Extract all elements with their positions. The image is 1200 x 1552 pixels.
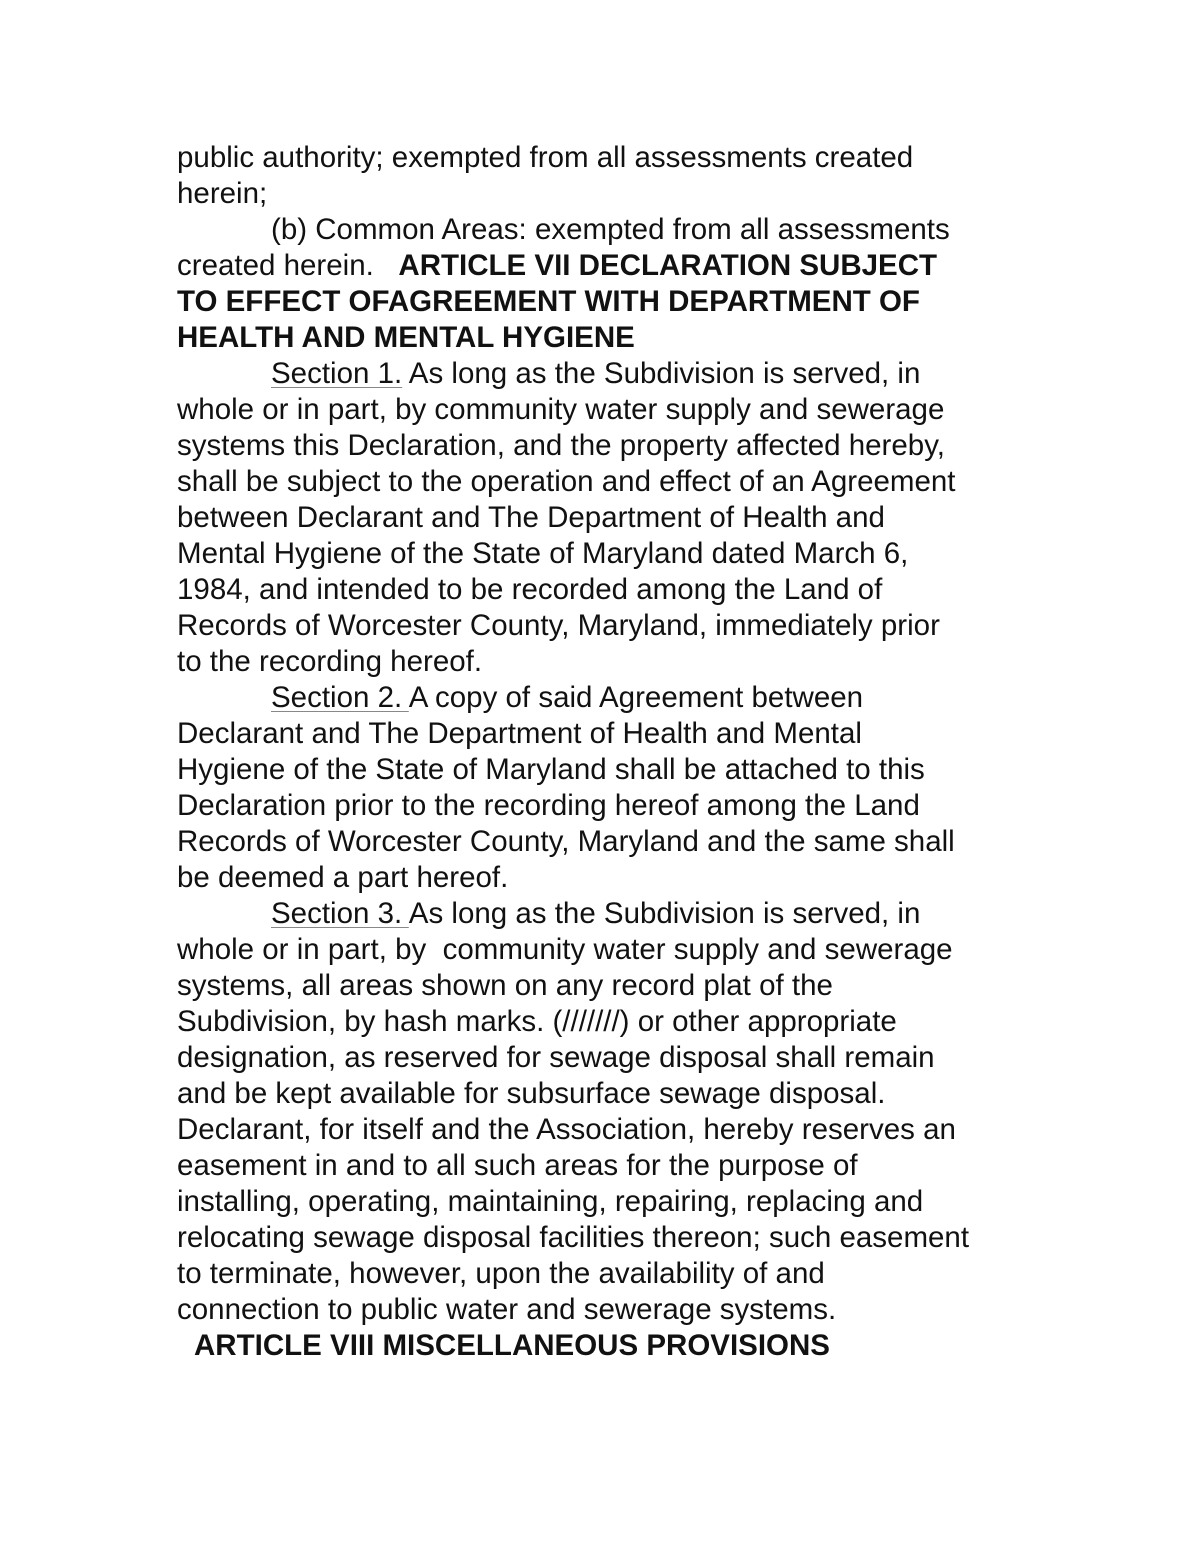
text-fragment: A copy of said Agreement between — [408, 681, 864, 714]
text-line: herein; — [177, 177, 268, 210]
text-line: systems, all areas shown on any record plat of the — [177, 969, 833, 1002]
text-line: be deemed a part hereof. — [177, 861, 509, 894]
text-line: to the recording hereof. — [177, 645, 483, 678]
text-line: whole or in part, by community water supply and sewerage — [177, 393, 945, 426]
article-vii-heading-cont: TO EFFECT OFAGREEMENT WITH DEPARTMENT OF — [177, 285, 920, 318]
text-line — [177, 896, 1037, 932]
text-fragment: As long as the Subdivision is served, in — [402, 357, 921, 390]
article-vii-heading: ARTICLE VII DECLARATION SUBJECT — [398, 249, 938, 282]
text-line: public authority; exempted from all assessments created — [177, 141, 914, 174]
text-fragment: As long as the Subdivision is served, in — [408, 897, 921, 930]
text-fragment: created herein. — [177, 249, 374, 282]
text-line — [177, 248, 1037, 284]
text-line — [177, 356, 1037, 392]
section-2-label: Section 2. — [271, 681, 409, 714]
text-line: Declaration prior to the recording hereof among the Land — [177, 789, 920, 822]
text-line: shall be subject to the operation and effect of an Agreement — [177, 465, 956, 498]
text-line: whole or in part, by community water supply and sewerage — [177, 933, 953, 966]
text-line: installing, operating, maintaining, repairing, replacing and — [177, 1185, 924, 1218]
text-line: Mental Hygiene of the State of Maryland dated March 6, — [177, 537, 909, 570]
text-line: Subdivision, by hash marks. (///////) or other appropriate — [177, 1005, 897, 1038]
text-line: Records of Worcester County, Maryland, immediately prior — [177, 609, 940, 642]
text-line: Declarant, for itself and the Association, hereby reserves an — [177, 1113, 956, 1146]
document-body — [177, 140, 1037, 1364]
text-line: Hygiene of the State of Maryland shall be attached to this — [177, 753, 925, 786]
section-1-label: Section 1. — [271, 357, 403, 390]
text-line: designation, as reserved for sewage disposal shall remain — [177, 1041, 935, 1074]
text-line: connection to public water and sewerage systems. — [177, 1293, 837, 1326]
text-line: easement in and to all such areas for the purpose of — [177, 1149, 858, 1182]
text-line: (b) Common Areas: exempted from all assessments — [271, 213, 950, 246]
article-viii-heading: ARTICLE VIII MISCELLANEOUS PROVISIONS — [194, 1329, 830, 1362]
text-line: Declarant and The Department of Health and Mental — [177, 717, 862, 750]
text-line — [177, 680, 1037, 716]
text-line: 1984, and intended to be recorded among the Land of — [177, 573, 883, 606]
text-line: to terminate, however, upon the availability of and — [177, 1257, 825, 1290]
text-line: and be kept available for subsurface sewage disposal. — [177, 1077, 886, 1110]
text-line: Records of Worcester County, Maryland and the same shall — [177, 825, 955, 858]
text-line: relocating sewage disposal facilities thereon; such easement — [177, 1221, 970, 1254]
section-3-label: Section 3. — [271, 897, 409, 930]
text-line: systems this Declaration, and the property affected hereby, — [177, 429, 945, 462]
text-line: between Declarant and The Department of Health and — [177, 501, 885, 534]
article-vii-heading-cont: HEALTH AND MENTAL HYGIENE — [177, 321, 635, 354]
